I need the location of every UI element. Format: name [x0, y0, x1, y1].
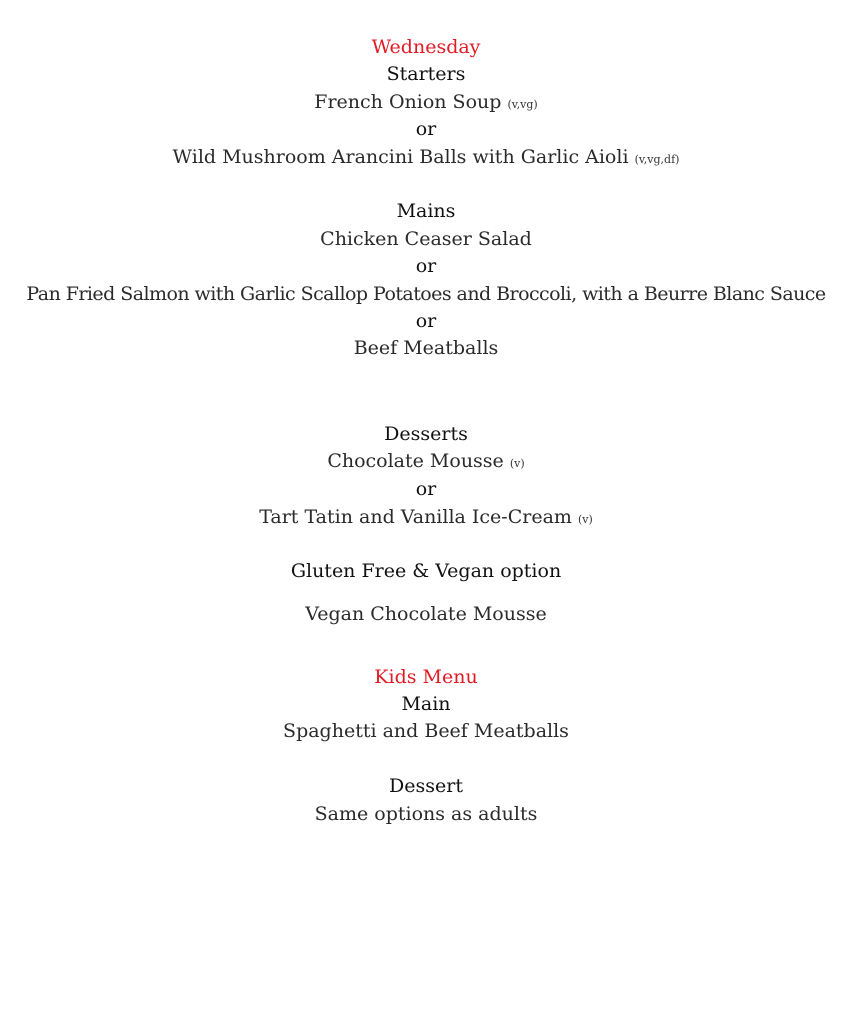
dessert-item-2-name: Tart Tatin and Vanilla Ice-Cream [259, 506, 572, 528]
starter-item-1-name: French Onion Soup [314, 91, 502, 113]
dessert-item-2-dietary-tag: (v) [577, 513, 593, 526]
dessert-item-2 [0, 504, 852, 531]
dessert-item-1-name: Chocolate Mousse [327, 450, 504, 472]
desserts-heading: Desserts [384, 423, 468, 445]
starters-or-separator: or [415, 118, 437, 140]
mains-heading: Mains [396, 200, 456, 222]
dessert-item-1 [0, 448, 852, 475]
day-title: Wednesday [371, 36, 481, 58]
starter-item-2-name: Wild Mushroom Arancini Balls with Garlic Aioli [172, 146, 629, 168]
desserts-or-separator: or [415, 478, 437, 500]
starter-item-2-dietary-tag: (v,vg,df) [634, 153, 680, 166]
starter-item-2 [0, 144, 852, 171]
kids-dessert-heading: Dessert [389, 775, 463, 797]
main-item-2: Pan Fried Salmon with Garlic Scallop Potatoes and Broccoli, with a Beurre Blanc Sauce [26, 283, 826, 305]
main-item-3: Beef Meatballs [353, 337, 499, 359]
gluten-free-vegan-item: Vegan Chocolate Mousse [305, 603, 547, 625]
starters-heading: Starters [386, 63, 466, 85]
kids-main-item: Spaghetti and Beef Meatballs [283, 720, 569, 742]
gluten-free-vegan-heading: Gluten Free & Vegan option [290, 560, 562, 582]
starter-item-1 [0, 89, 852, 116]
main-item-1: Chicken Ceaser Salad [320, 228, 532, 250]
kids-menu-title: Kids Menu [374, 666, 478, 688]
dessert-item-1-dietary-tag: (v) [509, 457, 525, 470]
mains-or-separator-1: or [415, 255, 437, 277]
kids-main-heading: Main [401, 693, 451, 715]
starter-item-1-dietary-tag: (v,vg) [507, 98, 538, 111]
kids-dessert-item: Same options as adults [314, 803, 538, 825]
mains-or-separator-2: or [415, 310, 437, 332]
